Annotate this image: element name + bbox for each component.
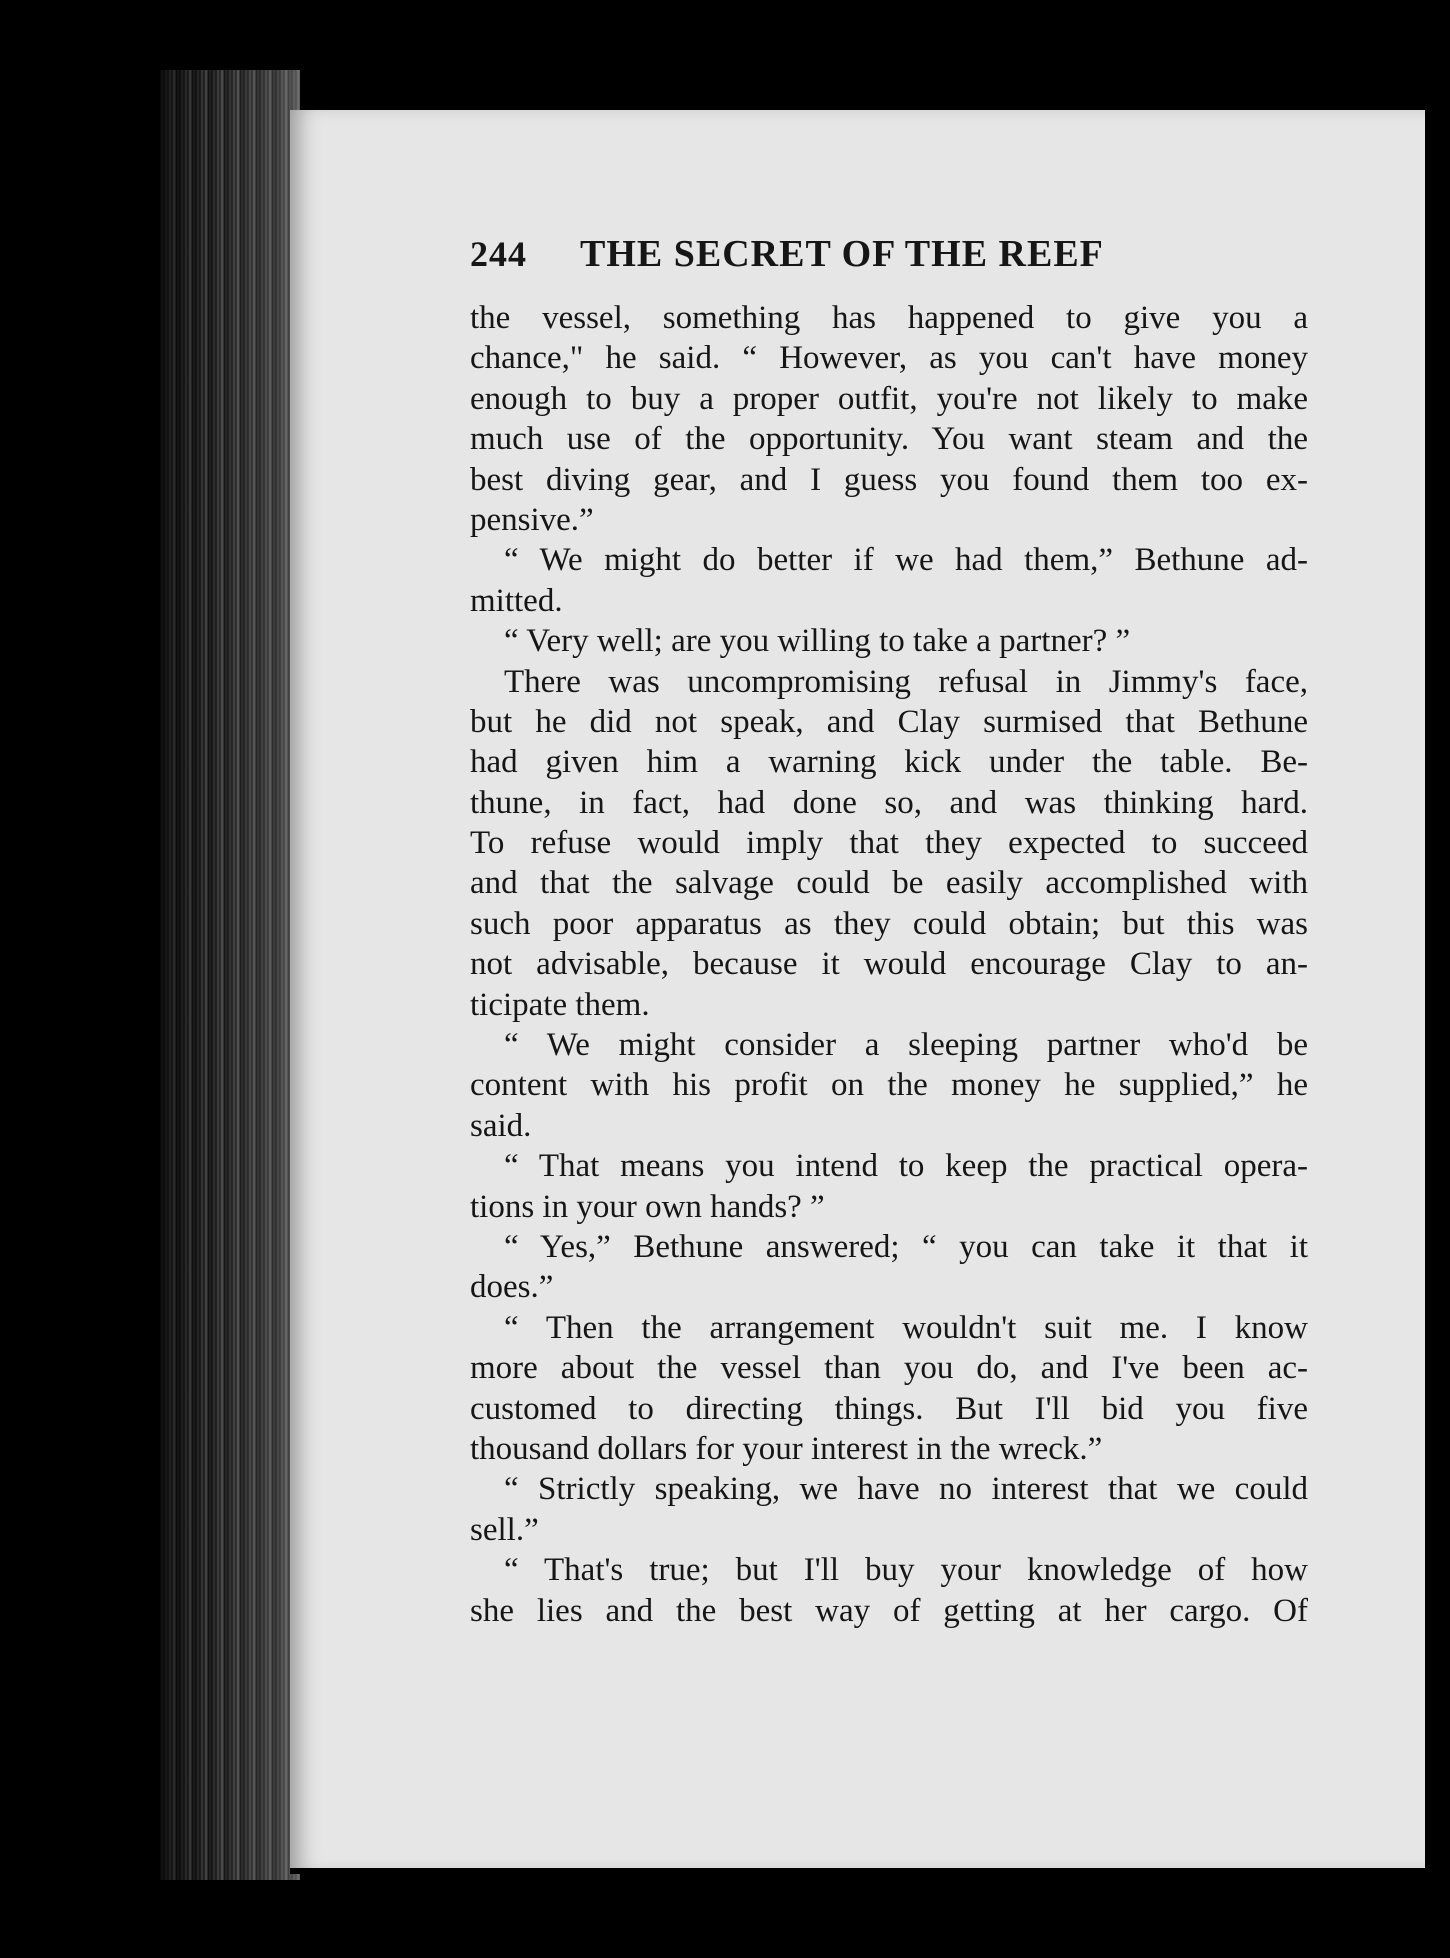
text-line: “ We might do better if we had them,” Bethune ad-	[504, 542, 1308, 579]
text-block	[470, 232, 1308, 1631]
text-line: enough to buy a proper outfit, you're not likely to make	[470, 380, 1308, 417]
text-line: “ Strictly speaking, we have no interest that we could	[504, 1471, 1308, 1508]
text-line: she lies and the best way of getting at her cargo. Of	[470, 1592, 1308, 1629]
text-line: “ Very well; are you willing to take a partner? ”	[504, 623, 1131, 660]
running-head	[470, 232, 1308, 290]
text-line: much use of the opportunity. You want steam and the	[470, 421, 1308, 458]
book-title: THE SECRET OF THE REEF	[580, 233, 1104, 275]
text-line: ticipate them.	[470, 986, 650, 1023]
text-line: had given him a warning kick under the table. Be-	[470, 744, 1308, 781]
text-line: the vessel, something has happened to give you a	[470, 300, 1308, 336]
text-line: chance," he said. “ However, as you can't have money	[470, 340, 1308, 377]
text-line: and that the salvage could be easily accomplished with	[470, 865, 1308, 902]
text-line: “ Yes,” Bethune answered; “ you can take it that it	[504, 1228, 1308, 1265]
right-border	[1425, 110, 1450, 1870]
page-number: 244	[470, 234, 527, 274]
text-line: “ Then the arrangement wouldn't suit me. I know	[504, 1309, 1308, 1346]
text-line: but he did not speak, and Clay surmised that Bethune	[470, 703, 1308, 740]
text-line: best diving gear, and I guess you found them too ex-	[470, 461, 1308, 498]
text-line: sell.”	[470, 1511, 539, 1548]
text-line: “ We might consider a sleeping partner who'd be	[504, 1027, 1308, 1064]
book-page-edge	[160, 70, 300, 1880]
text-line: not advisable, because it would encourage Clay to an-	[470, 946, 1308, 983]
text-line: There was uncompromising refusal in Jimmy's face,	[504, 663, 1308, 700]
text-line: “ That's true; but I'll buy your knowledge of how	[504, 1552, 1308, 1589]
text-line: To refuse would imply that they expected to succeed	[470, 825, 1308, 862]
text-line: “ That means you intend to keep the practical opera-	[504, 1148, 1308, 1185]
text-line: more about the vessel than you do, and I've been ac-	[470, 1350, 1308, 1387]
text-line: mitted.	[470, 582, 563, 619]
text-line: thousand dollars for your interest in the wreck.”	[470, 1430, 1103, 1467]
text-line: tions in your own hands? ”	[470, 1188, 825, 1225]
text-line: thune, in fact, had done so, and was thinking hard.	[470, 784, 1308, 821]
text-line: does.”	[470, 1269, 554, 1306]
body-text	[470, 298, 1308, 1631]
text-line: content with his profit on the money he supplied,” he	[470, 1067, 1308, 1104]
bottom-border	[290, 1868, 1450, 1874]
text-line: customed to directing things. But I'll bid you five	[470, 1390, 1308, 1427]
text-line: pensive.”	[470, 501, 594, 538]
text-line: such poor apparatus as they could obtain; but this was	[470, 905, 1308, 942]
text-line: said.	[470, 1107, 532, 1144]
